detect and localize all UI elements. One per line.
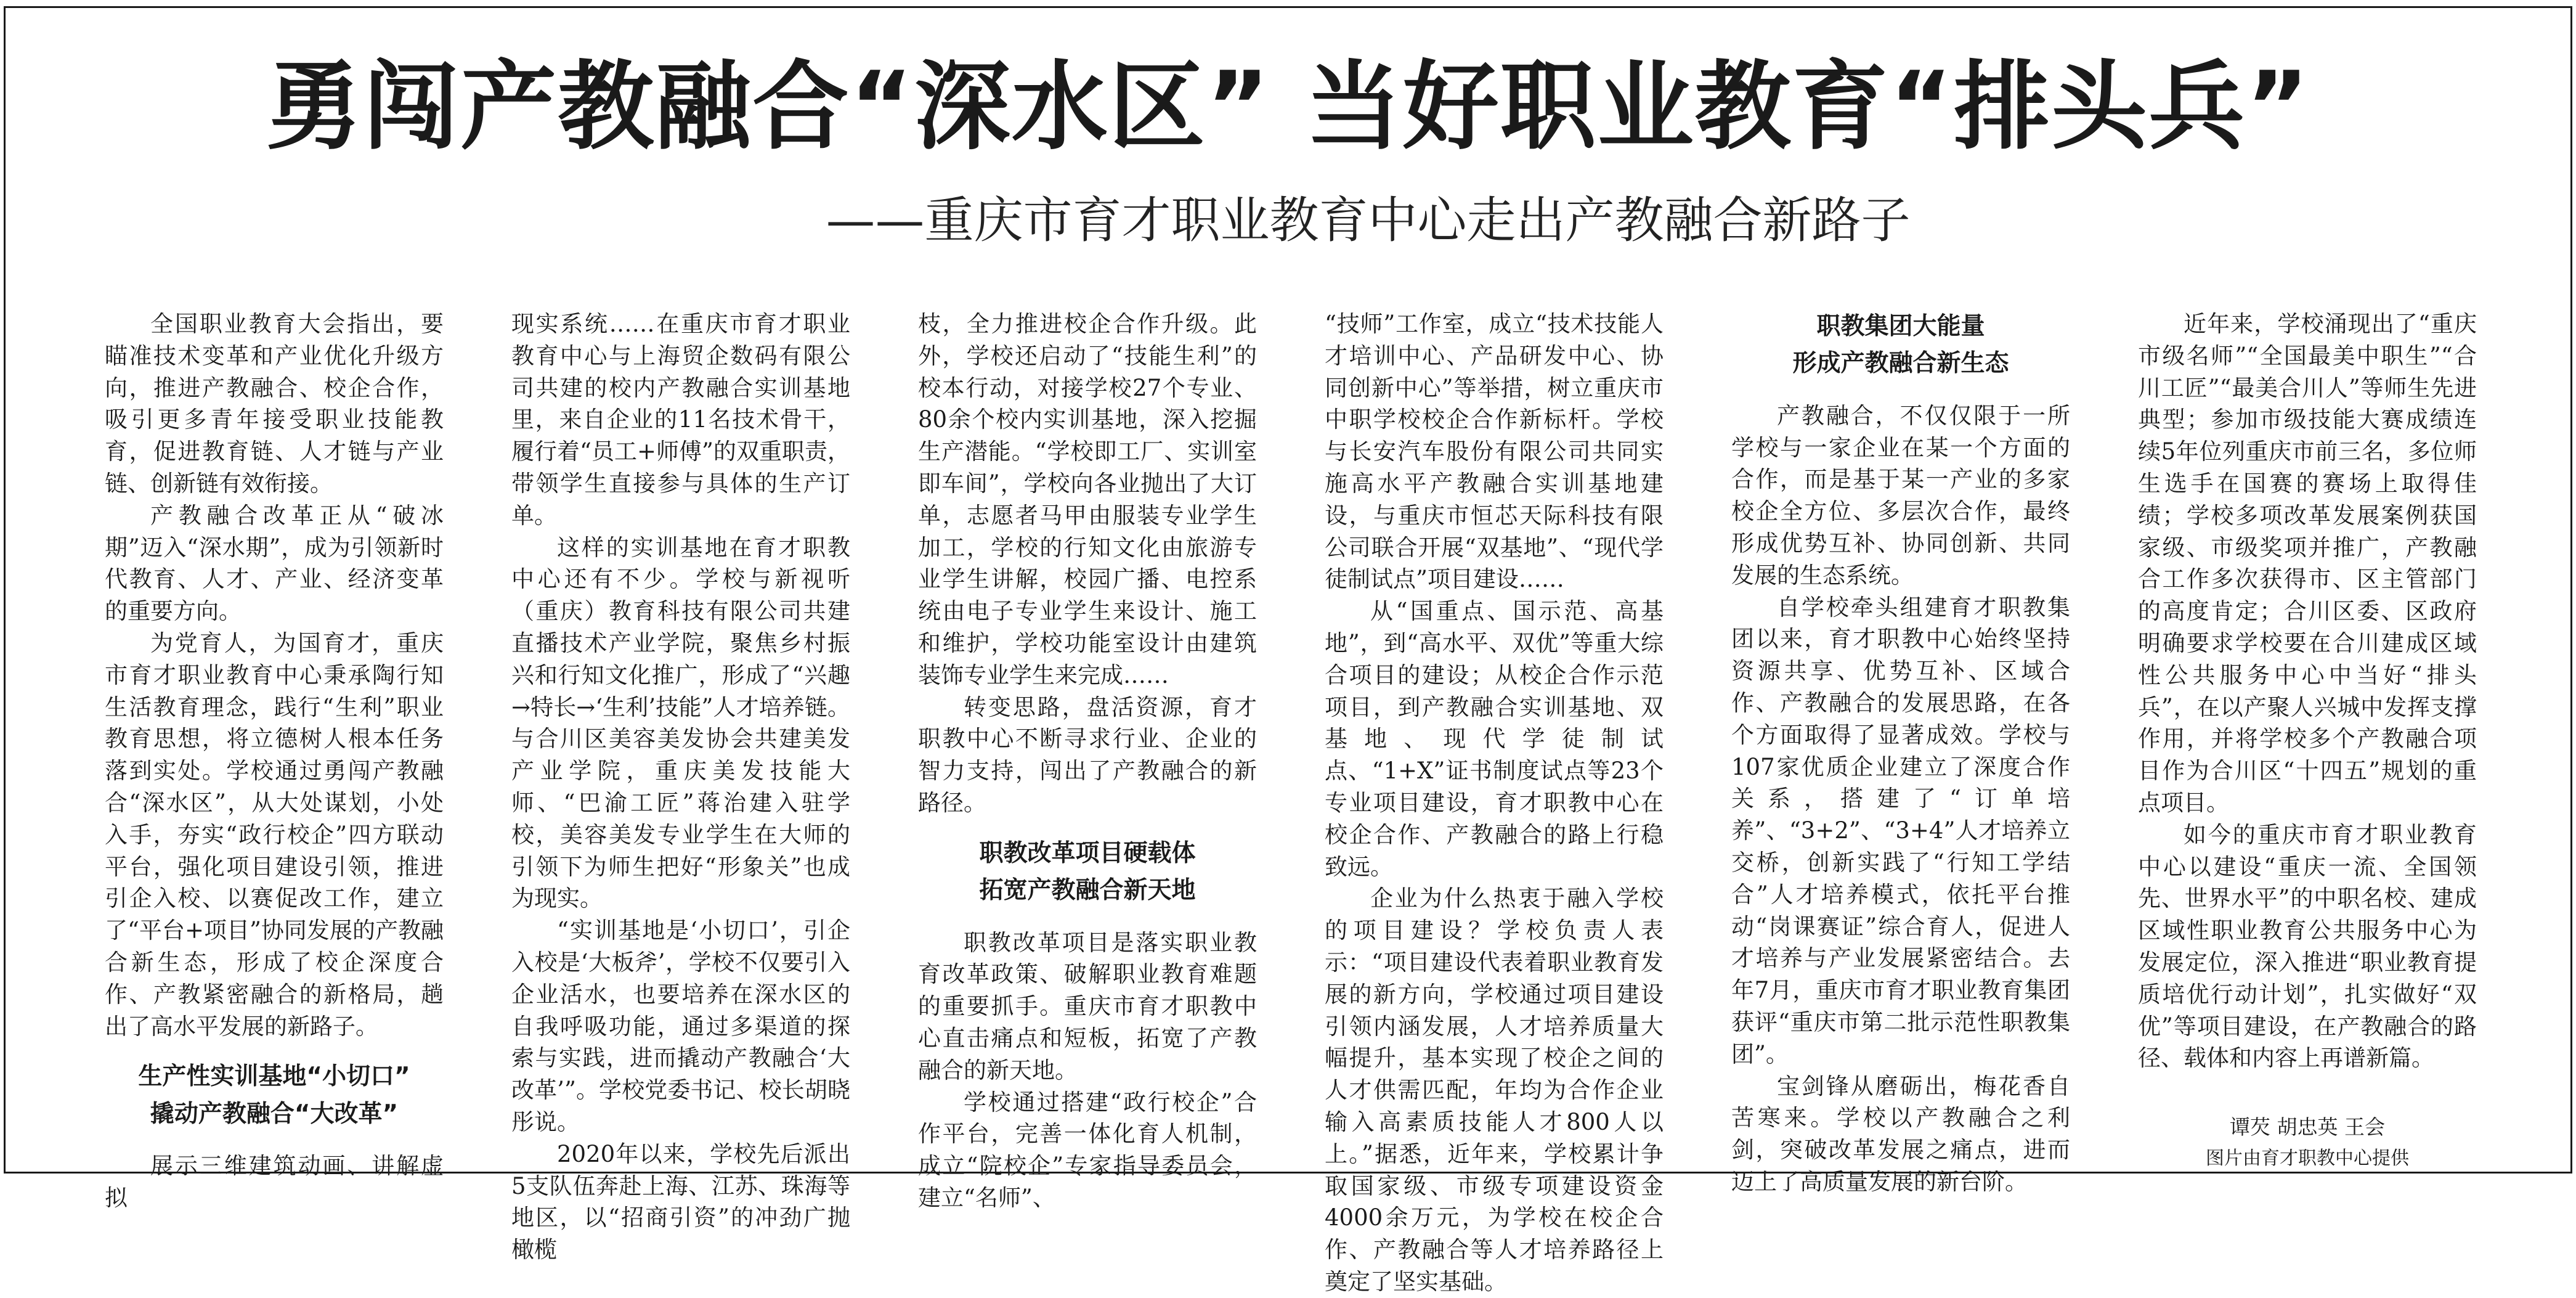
paragraph: 展示三维建筑动画、讲解虚拟 (105, 1153, 444, 1211)
column-2 (511, 308, 850, 1298)
section-title-line: 撬动产教融合“大改革” (150, 1100, 399, 1128)
column-1 (105, 308, 444, 1298)
article-body (105, 308, 2477, 1295)
paragraph: “技师”工作室，成立“技术技能人才培训中心、产品研发中心、协同创新中心”等举措，树立重庆市中职学校校企合作新标杆。学校与长安汽车股份有限公司共同实施高水平产教融合实训基地建设，与重庆市恒芯天际科技有限公司联合开展“双基地”、“现代学徒制试点”项目建设…… (1325, 311, 1664, 593)
column-3 (918, 308, 1257, 1298)
paragraph: 现实系统……在重庆市育才职业教育中心与上海贸企数码有限公司共建的校内产教融合实训基地里，来自企业的11名技术骨干，履行着“员工+师傅”的双重职责，带领学生直接参与具体的生产订单。 (511, 311, 850, 529)
paragraph: 为党育人，为国育才，重庆市育才职业教育中心秉承陶行知生活教育理念，践行“生利”职业教育思想，将立德树人根本任务落到实处。学校通过勇闯产教融合“深水区”，从大处谋划，小处入手，夯实“政行校企”四方联动平台，强化项目建设引领，推进引企入校、以赛促改工作，建立了“平台+项目”协同发展的产教融合新生态，形成了校企深度合作、产教紧密融合的新格局，趟出了高水平发展的新路子。 (105, 629, 444, 1040)
paragraph: 2020年以来，学校先后派出5支队伍奔赴上海、江苏、珠海等地区，以“招商引资”的冲劲广抛橄榄 (511, 1140, 850, 1263)
paragraph: 从“国重点、国示范、高基地”，到“高水平、双优”等重大综合项目的建设；从校企合作示范项目，到产教融合实训基地、双基地、现代学徒制试点、“1+X”证书制度试点等23个专业项目建设，育才职教中心在校企合作、产教融合的路上行稳致远。 (1325, 598, 1664, 880)
section-title-1 (105, 1058, 444, 1133)
photo-credit: 图片由育才职教中心提供 (2206, 1147, 2409, 1169)
section-title-line: 拓宽产教融合新天地 (979, 876, 1196, 905)
paragraph: 职教改革项目是落实职业教育改革政策、破解职业教育难题的重要抓手。重庆市育才职教中心直击痛点和短板，拓宽了产教融合的新天地。 (918, 929, 1257, 1084)
article-headline: 勇闯产教融合“深水区” 当好职业教育“排头兵” (266, 51, 2310, 163)
section-title-line: 职教改革项目硬载体 (979, 839, 1196, 867)
section-title-3 (1731, 308, 2070, 383)
section-title-line: 生产性实训基地“小切口” (138, 1063, 410, 1091)
paragraph: 企业为什么热衷于融入学校的项目建设？学校负责人表示：“项目建设代表着职业教育发展的新方向，学校通过项目建设引领内涵发展，人才培养质量大幅提升，基本实现了校企之间的人才供需匹配，年均为合作企业输入高素质技能人才800人以上。”据悉，近年来，学校累计争取国家级、市级专项建设资金4000余万元，为学校在校企合作、产教融合等人才培养路径上奠定了坚实基础。 (1325, 885, 1664, 1295)
section-title-line: 形成产教融合新生态 (1792, 349, 2009, 378)
paragraph: 产教融合，不仅仅限于一所学校与一家企业在某一个方面的合作，而是基于某一产业的多家校企全方位、多层次合作，最终形成优势互补、协同创新、共同发展的生态系统。 (1731, 402, 2070, 589)
column-4 (1325, 308, 1664, 1298)
paragraph: 产教融合改革正从“破冰期”迈入“深水期”，成为引领新时代教育、人才、产业、经济变革的重要方向。 (105, 502, 444, 625)
section-title-2 (918, 835, 1257, 910)
paragraph: 转变思路，盘活资源，育才职教中心不断寻求行业、企业的智力支持，闯出了产教融合的新路径。 (918, 693, 1257, 816)
paragraph: 学校通过搭建“政行校企”合作平台，完善一体化育人机制，成立“院校企”专家指导委员会，建立“名师”、 (918, 1088, 1257, 1211)
paragraph: 近年来，学校涌现出了“重庆市级名师”“全国最美中职生”“合川工匠”“最美合川人”等师生先进典型；参加市级技能大赛成绩连续5年位列重庆市前三名，多位师生选手在国赛的赛场上取得佳绩；学校多项改革发展案例获国家级、市级奖项并推广，产教融合工作多次获得市、区主管部门的高度肯定；合川区委、区政府明确要求学校要在合川建成区域性公共服务中心中当好“排头兵”，在以产聚人兴城中发挥支撑作用，并将学校多个产教融合项目作为合川区“十四五”规划的重点项目。 (2138, 311, 2477, 816)
paragraph: 如今的重庆市育才职业教育中心以建设“重庆一流、全国领先、世界水平”的中职名校、建成区域性职业教育公共服务中心为发展定位，深入推进“职业教育提质培优行动计划”，扎实做好“双优”等项目建设，在产教融合的路径、载体和内容上再谱新篇。 (2138, 821, 2477, 1072)
paragraph: 宝剑锋从磨砺出，梅花香自苦寒来。学校以产教融合之利剑，突破改革发展之痛点，进而迈上了高质量发展的新台阶。 (1731, 1072, 2070, 1195)
paragraph: 自学校牵头组建育才职教集团以来，育才职教中心始终坚持资源共享、优势互补、区域合作、产教融合的发展思路，在各个方面取得了显著成效。学校与107家优质企业建立了深度合作关系，搭建了“订单培养”、“3+2”、“3+4”人才培养立交桥，创新实践了“行知工学结合”人才培养模式，依托平台推动“岗课赛证”综合育人，促进人才培养与产业发展紧密结合。去年7月，重庆市育才职业教育集团获评“重庆市第二批示范性职教集团”。 (1731, 594, 2070, 1067)
article-subheadline: ——重庆市育才职业教育中心走出产教融合新路子 (826, 192, 1911, 249)
paragraph: 这样的实训基地在育才职教中心还有不少。学校与新视听（重庆）教育科技有限公司共建直播技术产业学院，聚焦乡村振兴和行知文化推广，形成了“兴趣→特长→‘生利’技能”人才培养链。与合川区美容美发协会共建美发产业学院，重庆美发技能大师、“巴渝工匠”蒋治建入驻学校，美容美发专业学生在大师的引领下为师生把好“形象关”也成为现实。 (511, 534, 850, 912)
paragraph: 枝，全力推进校企合作升级。此外，学校还启动了“技能生利”的校本行动，对接学校27个专业、80余个校内实训基地，深入挖掘生产潜能。“学校即工厂、实训室即车间”，学校向各业抛出了大订单，志愿者马甲由服装专业学生加工，学校的行知文化由旅游专业学生讲解，校园广播、电控系统由电子专业学生来设计、施工和维护，学校功能室设计由建筑装饰专业学生来完成…… (918, 311, 1257, 688)
authors: 谭芡 胡忠英 王会 (2230, 1115, 2385, 1140)
column-5 (1731, 308, 2070, 1298)
column-6 (2138, 308, 2477, 1298)
paragraph: 全国职业教育大会指出，要瞄准技术变革和产业优化升级方向，推进产教融合、校企合作，吸引更多青年接受职业技能教育，促进教育链、人才链与产业链、创新链有效衔接。 (105, 311, 444, 497)
paragraph: “实训基地是‘小切口’，引企入校是‘大板斧’，学校不仅要引入企业活水，也要培养在深水区的自我呼吸功能，通过多渠道的探索与实践，进而撬动产教融合‘大改革’”。学校党委书记、校长胡晓彤说。 (511, 917, 850, 1135)
byline (2138, 1111, 2477, 1174)
section-title-line: 职教集团大能量 (1816, 312, 1985, 340)
